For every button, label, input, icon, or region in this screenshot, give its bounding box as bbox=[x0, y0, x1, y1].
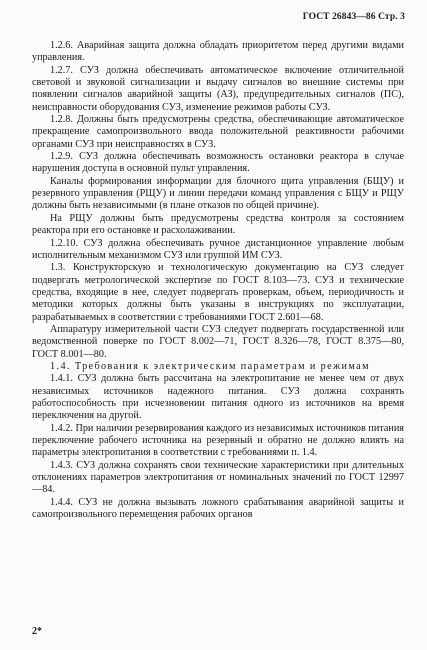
paragraph-control-channels: Каналы формирования информации для блочного щита управления (БЩУ) и резервного управления (РЩУ) и линии передачи команд управления с БЩУ и РЩУ должны быть независимыми (в плане отказов по общей причине). bbox=[32, 175, 404, 212]
paragraph-1-4-2: 1.4.2. При наличии резервирования каждого из независимых источников питания переключение рабочего источника на резервный и обратно не должно влиять на параметры электропитания в соответствии с требованиями п. 1.4. bbox=[32, 422, 404, 459]
paragraph-1-4-3: 1.4.3. СУЗ должна сохранять свои технические характеристики при длительных отклонениях параметров электропитания от номинальных значений по ГОСТ 12997—84. bbox=[32, 459, 404, 496]
paragraph-1-2-6: 1.2.6. Аварийная защита должна обладать приоритетом перед другими видами управления. bbox=[32, 40, 404, 64]
paragraph-rshu-controls: На РЩУ должны быть предусмотрены средства контроля за состоянием реактора при его остановке и расхолаживании. bbox=[32, 212, 404, 237]
paragraph-1-2-9: 1.2.9. СУЗ должна обеспечивать возможность остановки реактора в случае нарушения доступа в основной пульт управления. bbox=[32, 151, 404, 175]
paragraph-1-4-4: 1.4.4. СУЗ не должна вызывать ложного срабатывания аварийной защиты и самопроизвольного перемещения рабочих органов bbox=[32, 496, 404, 521]
document-body bbox=[32, 40, 404, 521]
paragraph-1-2-8: 1.2.8. Должны быть предусмотрены средства, обеспечивающие автоматическое прекращение самопроизвольного ввода положительной реактивности рабочими органами СУЗ при неисправностях в СУЗ. bbox=[32, 114, 404, 150]
paragraph-1-4-1: 1.4.1. СУЗ должна быть рассчитана на электропитание не менее чем от двух независимых источников надежного питания. СУЗ должна сохранять работоспособность при исчезновении питания одного из источников на время переключения на другой. bbox=[32, 373, 404, 422]
paragraph-measurement-equipment: Аппаратуру измерительной части СУЗ следует подвергать государственной или ведомственной поверке по ГОСТ 8.002—71, ГОСТ 8.326—78, ГОСТ 8.375—80, ГОСТ 8.001—80. bbox=[32, 323, 404, 360]
section-heading-1-4: 1.4. Требования к электрическим параметрам и режимам bbox=[50, 360, 370, 372]
paragraph-1-2-7: 1.2.7. СУЗ должна обеспечивать автоматическое включение отличительной световой и звуковой сигнализации и выдачу сигналов во внешние системы при появлении сигналов аварийной защиты (АЗ), предупредительных сигналов (ПС), неисправности оборудования СУЗ, изменение режимов работы СУЗ. bbox=[32, 64, 404, 113]
paragraph-1-2-10: 1.2.10. СУЗ должна обеспечивать ручное дистанционное управление любым исполнительным механизмом СУЗ или группой ИМ СУЗ. bbox=[32, 237, 404, 261]
paragraph-1-3: 1.3. Конструкторскую и технологическую документацию на СУЗ следует подвергать метрологической экспертизе по ГОСТ 8.103—73. СУЗ и технические средства, входящие в нее, следует подвергать проверкам, объем, периодичность и методики которых должны быть указаны в инструкциях по эксплуатации, разрабатываемых в соответствии с требованиями ГОСТ 2.601—68. bbox=[32, 262, 404, 323]
page-signature-mark: 2* bbox=[32, 626, 42, 637]
page-header: ГОСТ 26843—86 Стр. 3 bbox=[302, 12, 405, 22]
